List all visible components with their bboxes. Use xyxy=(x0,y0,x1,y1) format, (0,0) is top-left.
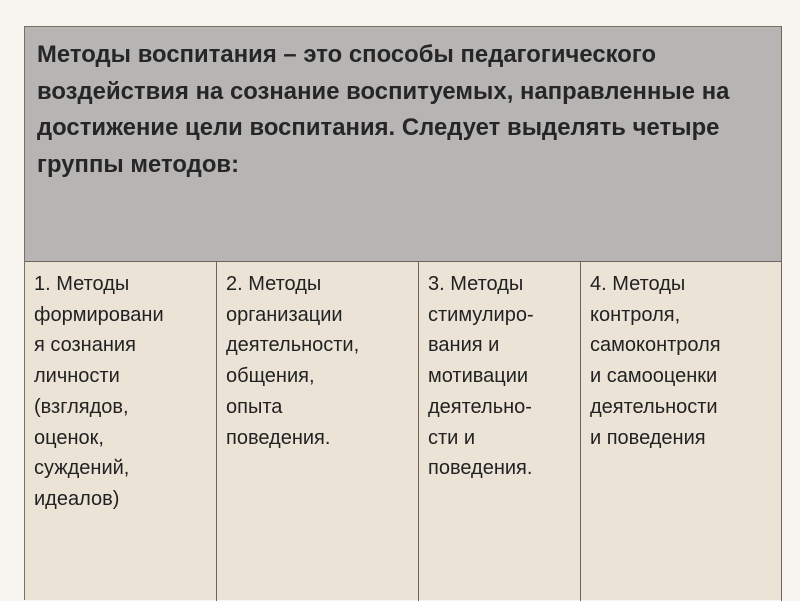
table-cell-method-4 xyxy=(581,262,782,601)
table-header-cell xyxy=(25,27,782,262)
methods-table xyxy=(24,26,782,600)
method-group-3-text: 3. Методы стимулиро- вания и мотивации деятельно- сти и поведения. xyxy=(428,273,534,480)
table-cell-method-1 xyxy=(25,262,217,601)
method-group-2-text: 2. Методы организации деятельности, общения, опыта поведения. xyxy=(226,273,360,449)
definition-text: Методы воспитания – это способы педагогического воздействия на сознание воспитуемых, направленные на достижение цели воспитания. Следует выделять четыре группы методов: xyxy=(37,41,730,178)
method-group-1-text: 1. Методы формировани я сознания личности (взглядов, оценок, суждений, идеалов) xyxy=(34,273,164,510)
table-cell-method-2 xyxy=(217,262,419,601)
method-group-4-text: 4. Методы контроля, самоконтроля и самооценки деятельности и поведения xyxy=(590,273,721,449)
table-cell-method-3 xyxy=(419,262,581,601)
